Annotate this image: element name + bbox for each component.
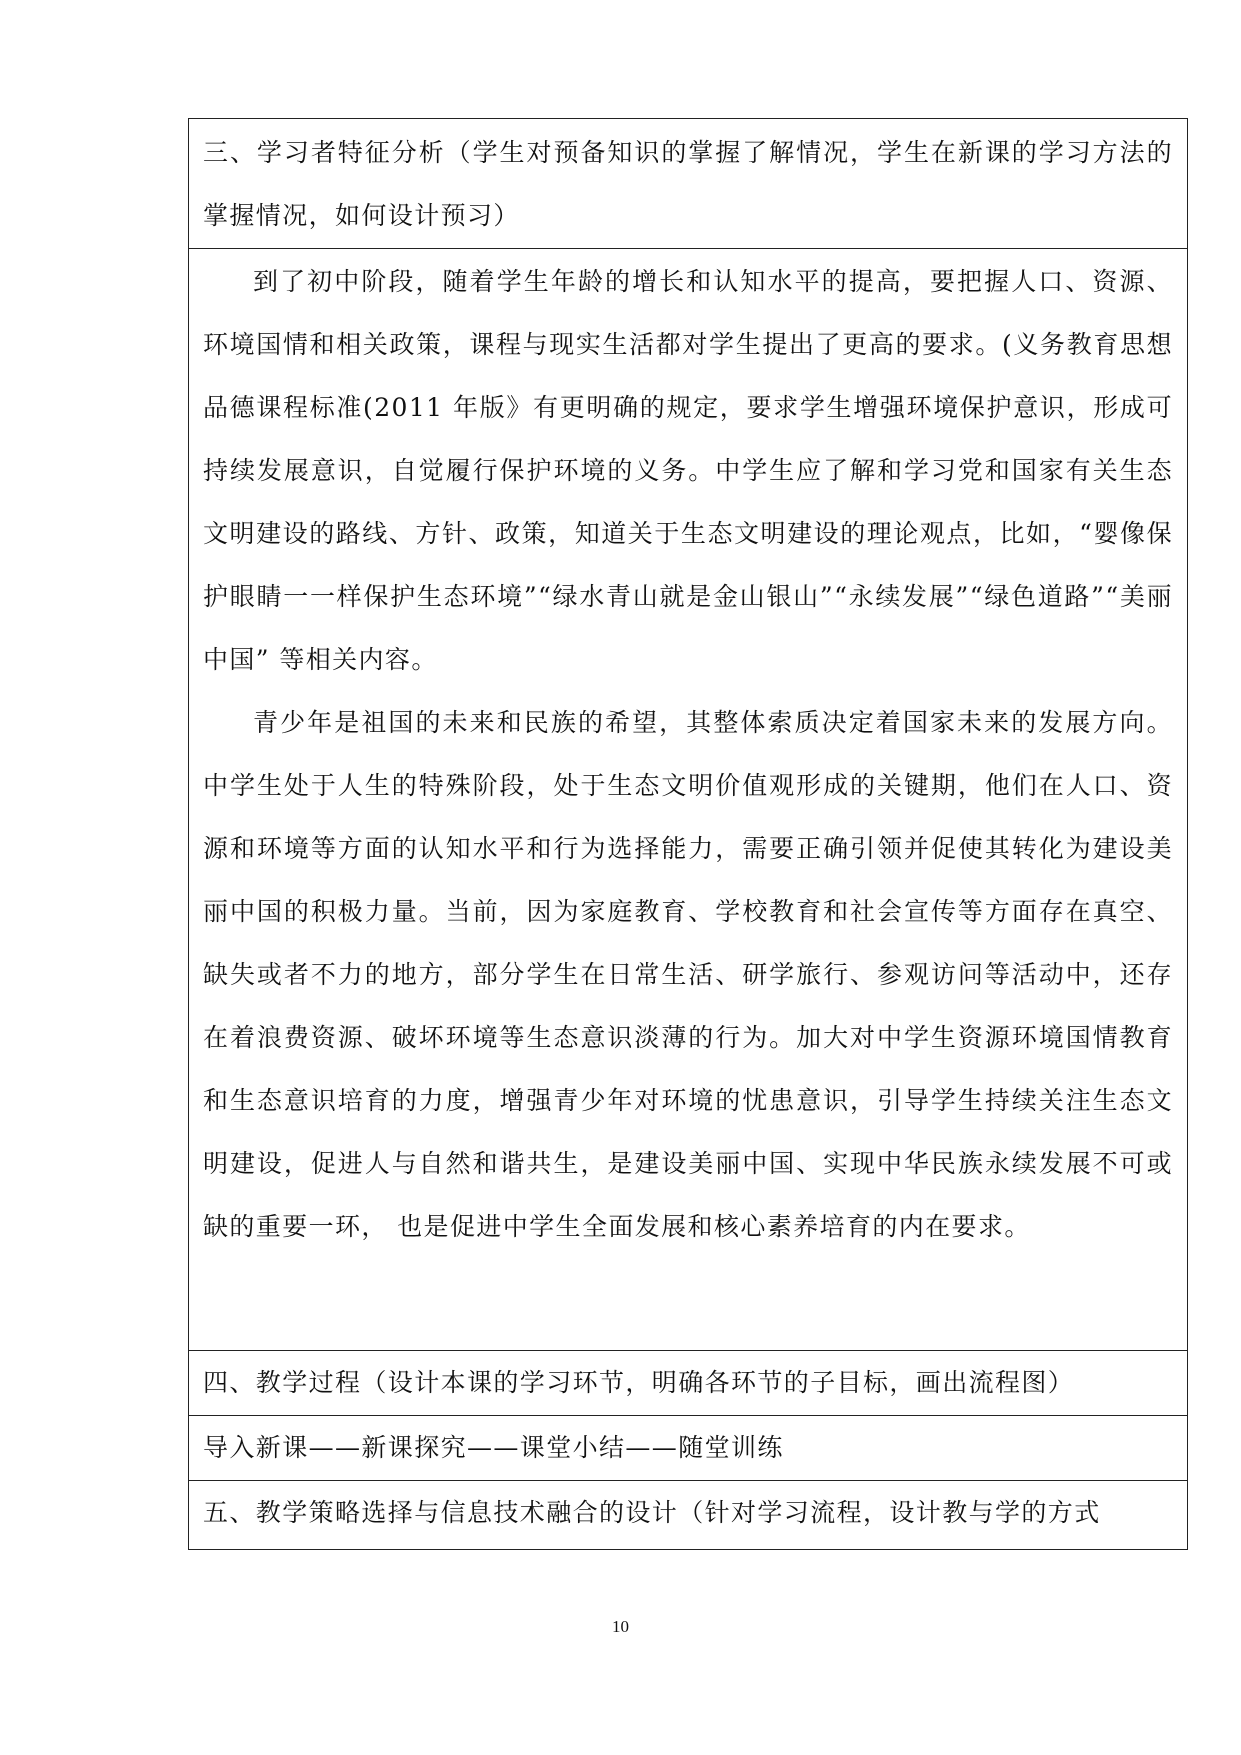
section5-heading: 五、教学策略选择与信息技术融合的设计（针对学习流程，设计教与学的方式 (203, 1498, 1101, 1527)
section3-heading-cell (189, 119, 1187, 249)
section4-heading-cell (189, 1351, 1187, 1416)
section3-heading: 三、学习者特征分析（学生对预备知识的掌握了解情况，学生在新课的学习方法的掌握情况，如何设计预习） (203, 138, 1173, 230)
page-number: 10 (612, 1617, 629, 1636)
section4-flow-cell (189, 1416, 1187, 1481)
section3-paragraph-1: 到了初中阶段，随着学生年龄的增长和认知水平的提高，要把握人口、资源、环境国情和相关政策，课程与现实生活都对学生提出了更高的要求。(义务教育思想品德课程标准(2011 年版》有更明确的规定，要求学生增强环境保护意识，形成可持续发展意识，自觉履行保护环境的义务。中学生应了解和学习党和国家有关生态文明建设的路线、方针、政策，知道关于生态文明建设的理论观点，比如，“婴像保护眼睛一一样保护生态环境”“绿水青山就是金山银山”“永续发展”“绿色道路”“美丽中国” 等相关内容。 (203, 267, 1173, 674)
section3-content-cell (189, 249, 1187, 1351)
section3-paragraph-2: 青少年是祖国的未来和民族的希望，其整体索质决定着国家未来的发展方向。中学生处于人生的特殊阶段，处于生态文明价值观形成的关键期，他们在人口、资源和环境等方面的认知水平和行为选择能力，需要正确引领并促使其转化为建设美丽中国的积极力量。当前，因为家庭教育、学校教育和社会宣传等方面存在真空、缺失或者不力的地方，部分学生在日常生活、研学旅行、参观访问等活动中，还存在着浪费资源、破坏环境等生态意识淡薄的行为。加大对中学生资源环境国情教育和生态意识培育的力度，增强青少年对环境的忧患意识，引导学生持续关注生态文明建设，促进人与自然和谐共生，是建设美丽中国、实现中华民族永续发展不可或缺的重要一环， 也是促进中学生全面发展和核心素养培育的内在要求。 (203, 708, 1173, 1241)
section4-flow: 导入新课——新课探究——课堂小结——随堂训练 (203, 1433, 784, 1462)
section5-heading-cell (189, 1481, 1187, 1549)
section4-heading: 四、教学过程（设计本课的学习环节，明确各环节的子目标，画出流程图） (203, 1368, 1075, 1397)
lesson-plan-table (188, 118, 1188, 1550)
